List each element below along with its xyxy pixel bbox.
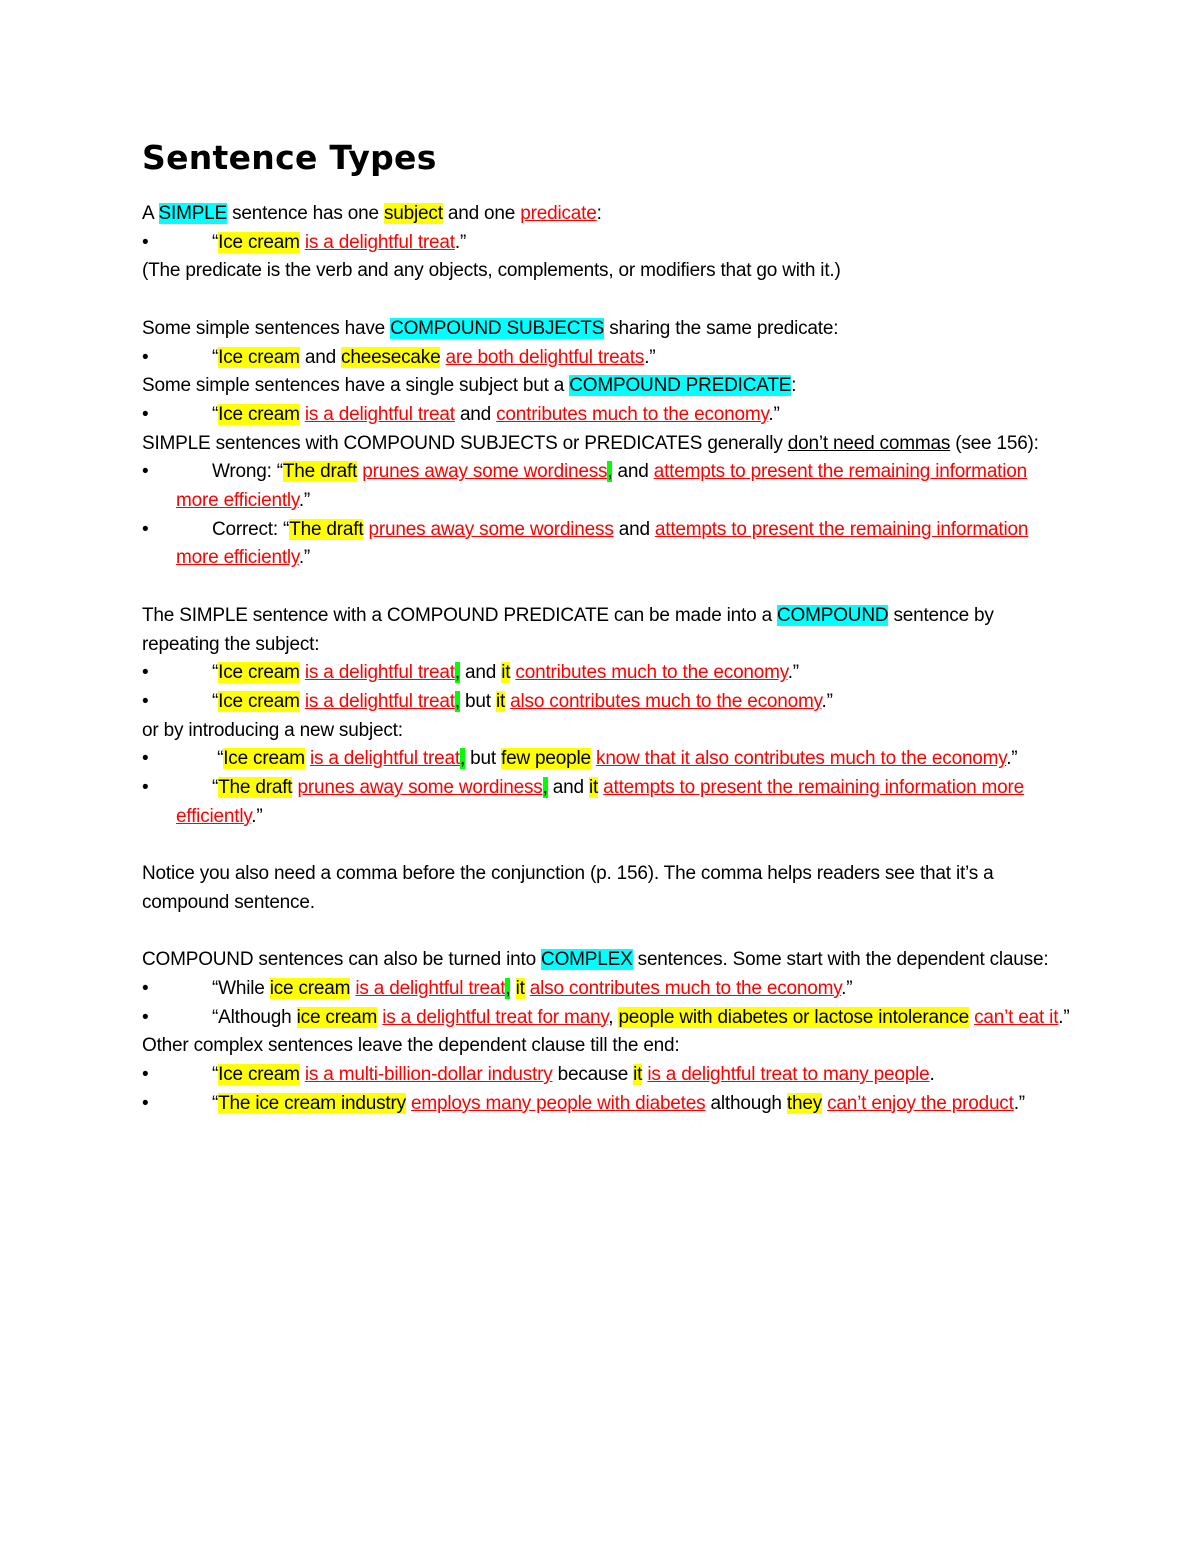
paragraph-compound-predicate: Some simple sentences have a single subject but a COMPOUND PREDICATE: <box>142 375 797 397</box>
paragraph-simple-definition: A SIMPLE sentence has one subject and one predicate: <box>142 203 602 224</box>
bullet-item: • “Although ice cream is a delightful treat for many, people with diabetes or lactose intolerance can’t eat it.” <box>142 1004 1072 1033</box>
paragraph-commas-rule: SIMPLE sentences with COMPOUND SUBJECTS or PREDICATES generally don’t need commas (see 156): <box>142 432 1039 454</box>
bullet-marker: • <box>142 403 149 425</box>
bullet-marker: • <box>142 748 149 770</box>
bullet-marker: • <box>142 518 149 540</box>
bullet-marker: • <box>142 777 149 799</box>
paragraph-dependent-clause-end: Other complex sentences leave the dependent clause till the end: <box>142 1035 680 1057</box>
bullet-marker: • <box>142 1006 149 1028</box>
bullet-item: • “Ice cream is a delightful treat.” <box>142 229 1072 258</box>
bullet-marker: • <box>142 1092 149 1114</box>
paragraph-new-subject: or by introducing a new subject: <box>142 719 403 741</box>
paragraph-predicate-note: (The predicate is the verb and any objects, complements, or modifiers that go with it.) <box>142 260 841 282</box>
bullet-marker: • <box>142 690 149 712</box>
bullet-marker: • <box>142 662 149 684</box>
bullet-item: • “Ice cream is a delightful treat, and it contributes much to the economy.” <box>142 659 1072 688</box>
bullet-item: • Correct: “The draft prunes away some wordiness and attempts to present the remaining information more efficiently.” <box>142 516 1072 573</box>
bullet-item: • Wrong: “The draft prunes away some wordiness, and attempts to present the remaining information more efficiently.” <box>142 458 1072 515</box>
bullet-marker: • <box>142 1064 149 1086</box>
bullet-item: • “Ice cream is a delightful treat, but it also contributes much to the economy.” <box>142 688 1072 717</box>
page-title: Sentence Types <box>142 138 437 177</box>
paragraph-complex-sentences: COMPOUND sentences can also be turned into COMPLEX sentences. Some start with the dependent clause: <box>142 949 1049 971</box>
bullet-item: • “Ice cream and cheesecake are both delightful treats.” <box>142 344 1072 373</box>
bullet-marker: • <box>142 977 149 999</box>
paragraph-compound-sentence: The SIMPLE sentence with a COMPOUND PREDICATE can be made into a COMPOUND sentence by repeating the subject: <box>142 604 994 655</box>
bullet-marker: • <box>142 231 149 253</box>
paragraph-compound-subjects: Some simple sentences have COMPOUND SUBJECTS sharing the same predicate: <box>142 317 839 339</box>
document-body <box>142 200 1072 1118</box>
bullet-item: • “Ice cream is a multi-billion-dollar industry because it is a delightful treat to many people. <box>142 1061 1072 1090</box>
bullet-item: • “Ice cream is a delightful treat, but few people know that it also contributes much to the economy.” <box>142 745 1072 774</box>
bullet-item: • “While ice cream is a delightful treat, it also contributes much to the economy.” <box>142 975 1072 1004</box>
bullet-marker: • <box>142 461 149 483</box>
bullet-item: • “The ice cream industry employs many people with diabetes although they can’t enjoy the product.” <box>142 1090 1072 1119</box>
bullet-marker: • <box>142 346 149 368</box>
bullet-item: • “The draft prunes away some wordiness, and it attempts to present the remaining information more efficiently.” <box>142 774 1072 831</box>
paragraph-comma-note: Notice you also need a comma before the conjunction (p. 156). The comma helps readers see that it’s a compound sentence. <box>142 863 994 913</box>
bullet-item: • “Ice cream is a delightful treat and contributes much to the economy.” <box>142 401 1072 430</box>
